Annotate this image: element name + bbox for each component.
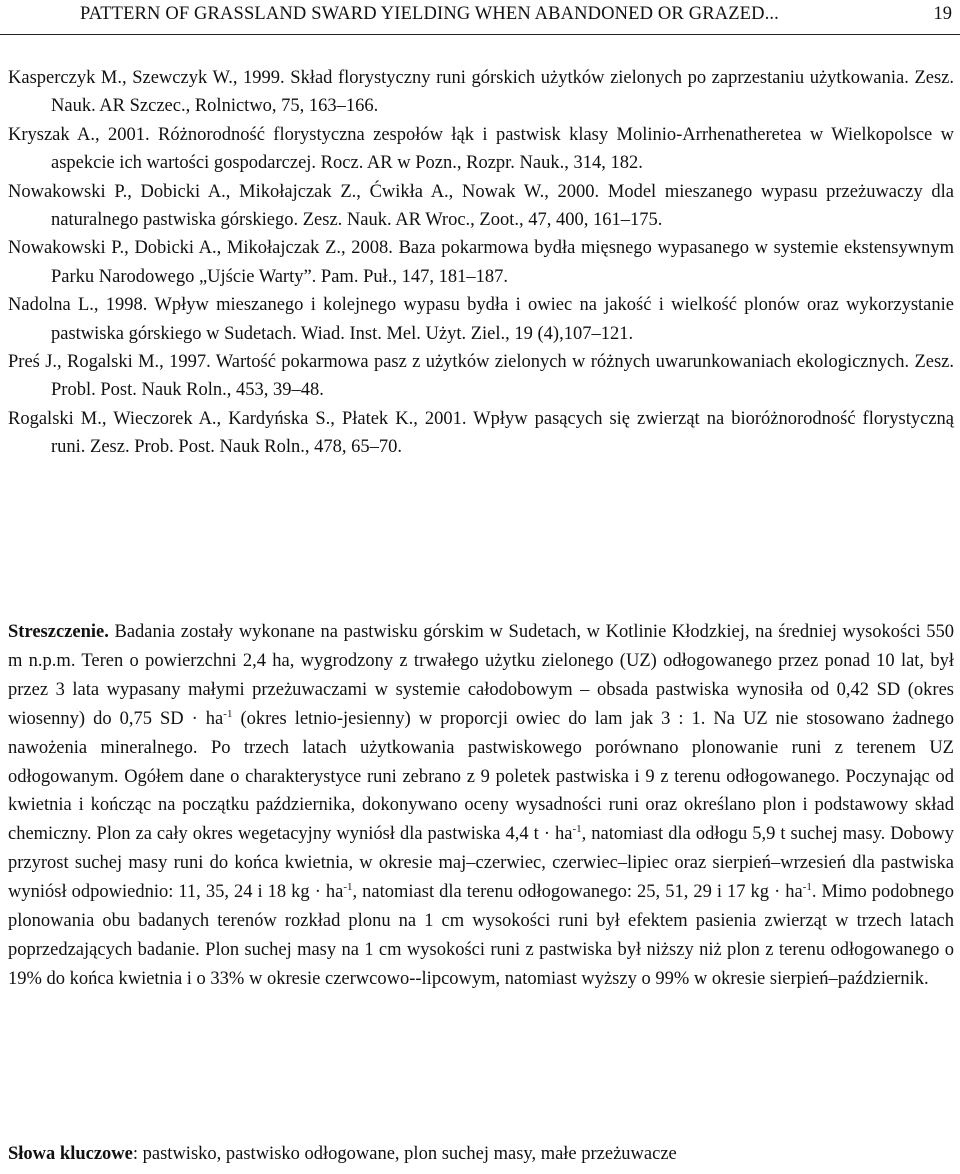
abstract-text: , natomiast dla odłogu 5,9 t suchej masy. Dobowy przyrost suchej masy runi do końca kwietnia, w okresie maj–czerwiec, czerwiec–lipiec oraz sierpień–wrzesień dla pastwiska wyniósł odpowiednio: 11, 35, 24 i 18 kg · ha — [8, 824, 954, 903]
reference-entry: Nowakowski P., Dobicki A., Mikołajczak Z., Ćwikła A., Nowak W., 2000. Model mieszanego wypasu przeżuwaczy dla naturalnego pastwiska górskiego. Zesz. Nauk. AR Wroc., Zoot., 47, 400, 161–175. — [8, 181, 954, 231]
reference-entry: Rogalski M., Wieczorek A., Kardyńska S., Płatek K., 2001. Wpływ pasących się zwierząt na bioróżnorodność florystyczną runi. Zesz. Prob. Post. Nauk Roln., 478, 65–70. — [8, 408, 954, 458]
keywords-text: : pastwisko, pastwisko odłogowane, plon suchej masy, małe przeżuwacze — [132, 1144, 677, 1164]
superscript: -1 — [223, 707, 233, 720]
header-rule — [0, 34, 960, 35]
abstract-text: , natomiast dla terenu odłogowanego: 25, 51, 29 i 17 kg · ha — [352, 882, 803, 903]
abstract-label: Streszczenie. — [8, 622, 109, 642]
superscript: -1 — [343, 881, 353, 894]
keywords-label: Słowa kluczowe — [8, 1144, 133, 1164]
reference-entry: Kasperczyk M., Szewczyk W., 1999. Skład florystyczny runi górskich użytków zielonych po zaprzestaniu użytkowania. Zesz. Nauk. AR Szczec., Rolnictwo, 75, 163–166. — [8, 68, 954, 117]
reference-list — [8, 64, 954, 462]
superscript: -1 — [572, 823, 582, 836]
reference-entry: Nowakowski P., Dobicki A., Mikołajczak Z., 2008. Baza pokarmowa bydła mięsnego wypasanego w systemie ekstensywnym Parku Narodowego „Ujście Warty”. Pam. Puł., 147, 181–187. — [8, 238, 954, 287]
abstract-text: . Mimo podobnego plonowania obu badanych terenów rozkład plonu na 1 cm wysokości runi był efektem pasienia zwierząt w trzech latach poprzedzających badanie. Plon suchej masy na 1 cm wysokości runi z pastwiska był niższy niż plon z terenu odłogowanego o 19% do końca kwietnia i o 33% w okresie czerwcowo--lipcowym, natomiast wyższy o 99% w okresie sierpień–październik. — [8, 882, 954, 989]
reference-entry: Kryszak A., 2001. Różnorodność florystyczna zespołów łąk i pastwisk klasy Molinio-Arrhenatheretea w Wielkopolsce w aspekcie ich wartości gospodarczej. Rocz. AR w Pozn., Rozpr. Nauk., 314, 182. — [8, 124, 954, 174]
reference-entry: Preś J., Rogalski M., 1997. Wartość pokarmowa pasz z użytków zielonych w różnych uwarunkowaniach ekologicznych. Zesz. Probl. Post. Nauk Roln., 453, 39–48. — [8, 352, 954, 401]
abstract-text: (okres letnio-jesienny) w proporcji owiec do lam jak 3 : 1. Na UZ nie stosowano żadnego nawożenia mineralnego. Po trzech latach użytkowania pastwiskowego porównano plonowanie runi z terenem UZ odłogowanym. Ogółem dane o charakterystyce runi zebrano z 9 poletek pastwiska i 9 z terenu odłogowanego. Poczynając od kwietnia i kończąc na początku października, dokonywano oceny wysadności runi oraz określano plon i podstawowy skład chemiczny. Plon za cały okres wegetacyjny wyniósł dla pastwiska 4,4 t · ha — [8, 708, 954, 845]
superscript: -1 — [802, 881, 812, 894]
abstract-text: Badania zostały wykonane na pastwisku górskim w Sudetach, w Kotlinie Kłodzkiej, na średniej wysokości 550 m n.p.m. Teren o powierzchni 2,4 ha, wygrodzony z trwałego użytku zielonego (UZ) odłogowanego przez ponad 10 lat, był przez 3 lata wypasany małymi przeżuwaczami w systemie całodobowym – obsada pastwiska wynosiła od 0,42 SD (okres wiosenny) do 0,75 SD · ha — [8, 622, 954, 729]
running-title: PATTERN OF GRASSLAND SWARD YIELDING WHEN ABANDONED OR GRAZED... — [80, 4, 779, 24]
page-number: 19 — [933, 4, 952, 24]
abstract-paragraph — [8, 618, 954, 994]
keywords-line — [8, 1140, 954, 1168]
running-header — [0, 0, 960, 36]
reference-entry: Nadolna L., 1998. Wpływ mieszanego i kolejnego wypasu bydła i owiec na jakość i wielkość plonów oraz wykorzystanie pastwiska górskiego w Sudetach. Wiad. Inst. Mel. Użyt. Ziel., 19 (4),107–121. — [8, 295, 954, 344]
